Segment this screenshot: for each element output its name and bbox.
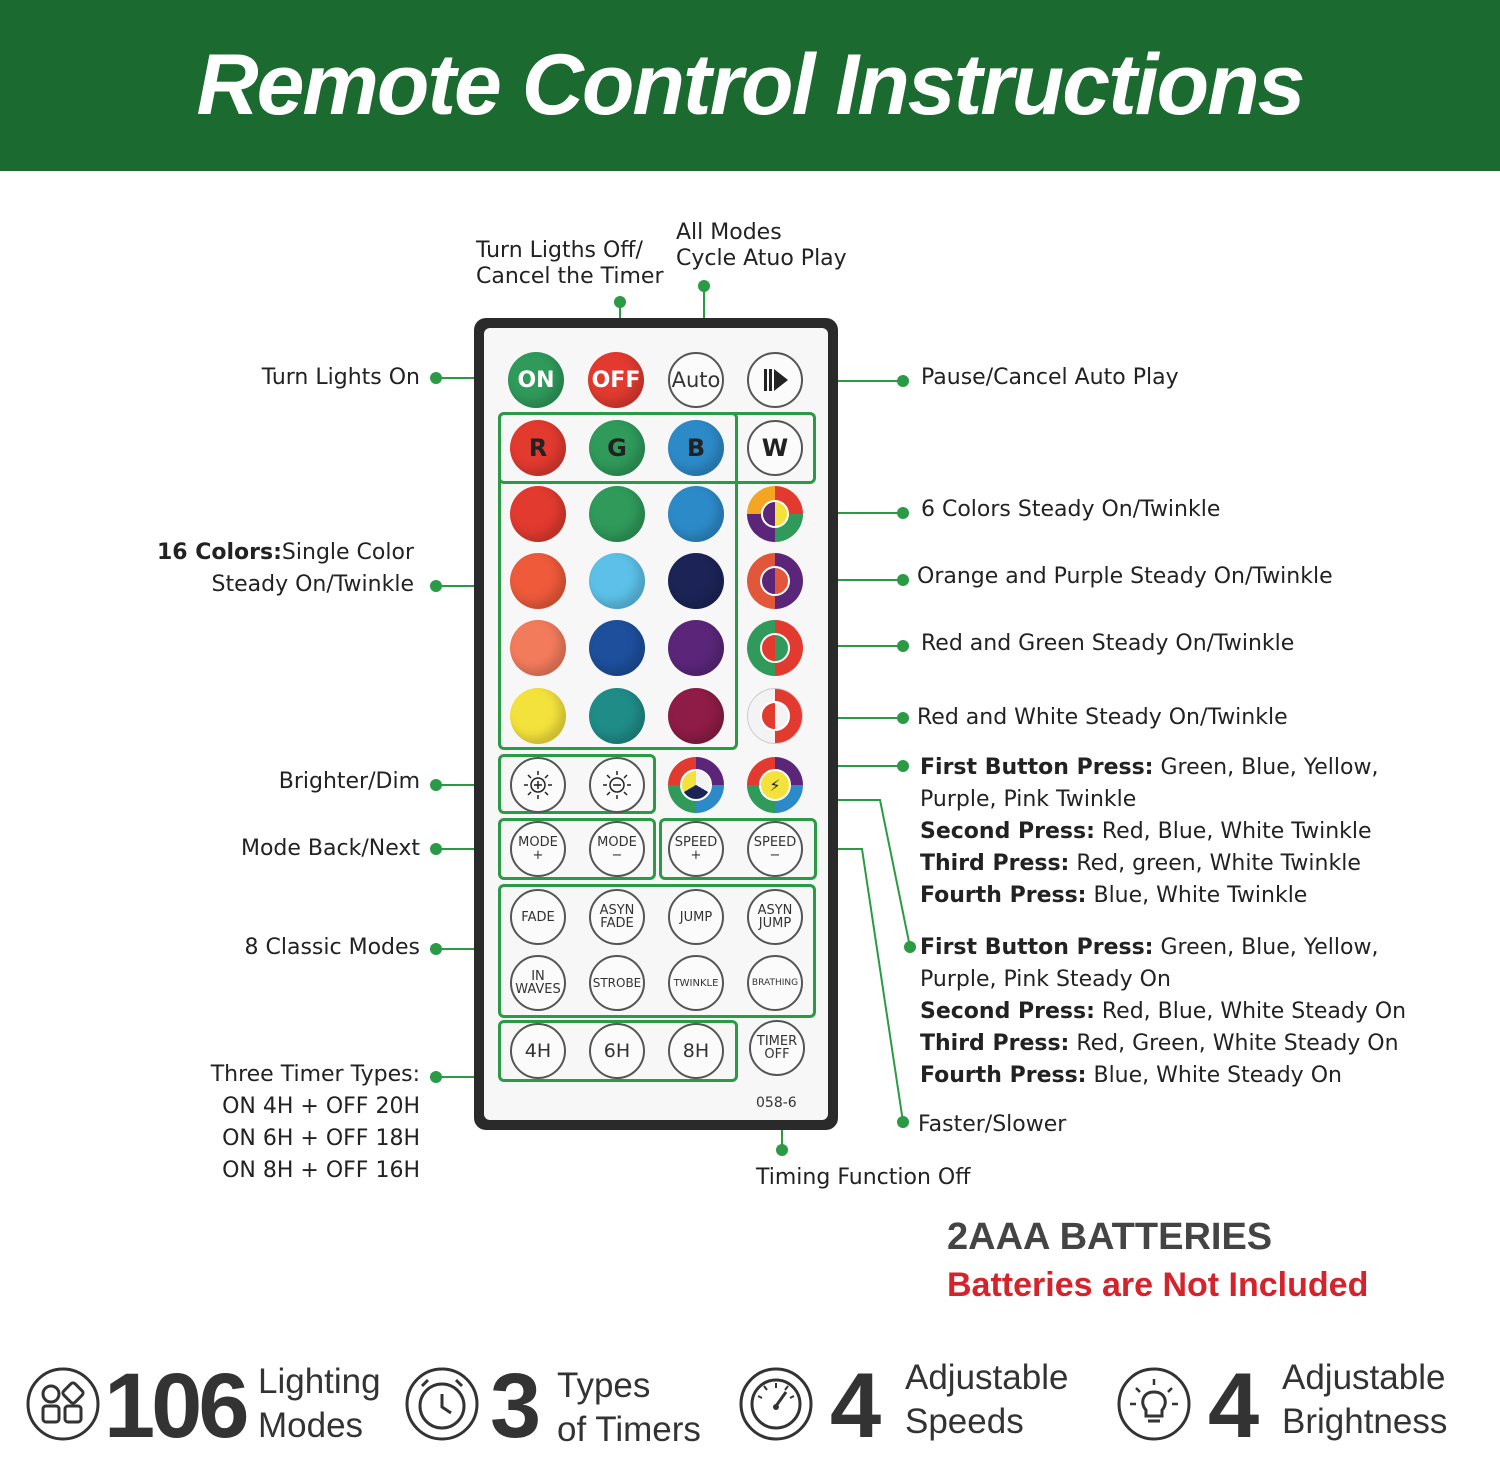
speed-up-label: SPEED bbox=[674, 835, 718, 850]
twinkle-first-line2: Purple, Pink Twinkle bbox=[920, 787, 1137, 812]
asyn-jump-label-1: ASYN bbox=[757, 903, 793, 918]
red-white-button[interactable] bbox=[747, 688, 803, 744]
strobe-label: STROBE bbox=[592, 975, 642, 990]
mode-next-button[interactable] bbox=[510, 821, 566, 877]
label-timer-1: ON 4H + OFF 20H bbox=[222, 1094, 420, 1119]
six-colors-button[interactable] bbox=[747, 486, 803, 542]
sun-minus-icon bbox=[600, 768, 634, 802]
stat-lighting-line1: Lighting bbox=[258, 1362, 381, 1401]
color-button-2[interactable] bbox=[589, 486, 645, 542]
speed-down-sign: − bbox=[769, 848, 781, 863]
brathing-button[interactable] bbox=[747, 955, 803, 1011]
lightbulb-icon bbox=[1116, 1366, 1192, 1442]
timer-6h-button[interactable] bbox=[589, 1023, 645, 1079]
stat-speeds-line2: Speeds bbox=[905, 1402, 1024, 1441]
on-label: ON bbox=[517, 367, 555, 393]
timer-4h-label: 4H bbox=[524, 1039, 552, 1062]
steady-first-line2: Purple, Pink Steady On bbox=[920, 967, 1171, 992]
label-timing-off: Timing Function Off bbox=[756, 1165, 971, 1190]
stat-lighting-number: 106 bbox=[104, 1355, 246, 1457]
label-16-colors-bold: 16 Colors: bbox=[156, 540, 282, 565]
steady-second-rest: Red, Blue, White Steady On bbox=[1094, 999, 1407, 1024]
stat-timers-line2: of Timers bbox=[557, 1410, 701, 1449]
batteries-note: Batteries are Not Included bbox=[947, 1266, 1369, 1304]
twinkle-sequence bbox=[920, 752, 1378, 912]
stat-lighting-text bbox=[258, 1360, 381, 1448]
asyn-fade-button[interactable] bbox=[589, 889, 645, 945]
in-waves-button[interactable] bbox=[510, 955, 566, 1011]
brighter-button[interactable] bbox=[510, 757, 566, 813]
red-green-center bbox=[760, 633, 790, 663]
timer-8h-button[interactable] bbox=[668, 1023, 724, 1079]
multi-twinkle-button[interactable] bbox=[668, 757, 724, 813]
color-button-12[interactable] bbox=[668, 688, 724, 744]
red-green-button[interactable] bbox=[747, 620, 803, 676]
page-title: Remote Control Instructions bbox=[196, 37, 1304, 133]
timer-8h-label: 8H bbox=[682, 1039, 710, 1062]
stat-brightness-number: 4 bbox=[1208, 1355, 1256, 1457]
stat-speeds-text bbox=[905, 1356, 1068, 1444]
asyn-fade-label-2: FADE bbox=[600, 916, 634, 931]
steady-fourth-rest: Blue, White Steady On bbox=[1086, 1063, 1342, 1088]
color-button-7[interactable] bbox=[510, 620, 566, 676]
label-red-green: Red and Green Steady On/Twinkle bbox=[921, 631, 1295, 656]
steady-third-bold: Third Press: bbox=[920, 1031, 1070, 1056]
stat-brightness-text bbox=[1282, 1356, 1447, 1444]
mode-back-button[interactable] bbox=[589, 821, 645, 877]
label-turn-lights-on: Turn Lights On bbox=[261, 365, 420, 390]
asyn-jump-button[interactable] bbox=[747, 889, 803, 945]
steady-third-rest: Red, Green, White Steady On bbox=[1069, 1031, 1399, 1056]
green-button[interactable] bbox=[589, 420, 645, 476]
twinkle-first-rest: Green, Blue, Yellow, bbox=[1153, 755, 1379, 780]
auto-label: Auto bbox=[671, 367, 721, 392]
mode-next-sign: + bbox=[532, 848, 544, 863]
label-classic-modes: 8 Classic Modes bbox=[244, 935, 420, 960]
white-button[interactable] bbox=[747, 420, 803, 476]
label-pause: Pause/Cancel Auto Play bbox=[921, 365, 1179, 390]
brathing-label: BRATHING bbox=[751, 977, 799, 988]
label-all-modes-line2: Cycle Atuo Play bbox=[676, 246, 847, 271]
timer-off-label-2: OFF bbox=[764, 1047, 790, 1062]
color-button-3[interactable] bbox=[668, 486, 724, 542]
six-colors-center bbox=[761, 500, 789, 528]
label-faster-slower: Faster/Slower bbox=[918, 1112, 1067, 1137]
twinkle-label: TWINKLE bbox=[673, 977, 719, 989]
steady-fourth-bold: Fourth Press: bbox=[920, 1063, 1087, 1088]
twinkle-first-bold: First Button Press: bbox=[920, 755, 1154, 780]
on-button[interactable] bbox=[508, 352, 564, 408]
speed-up-sign: + bbox=[690, 848, 702, 863]
grid-icon bbox=[25, 1366, 101, 1442]
fade-button[interactable] bbox=[510, 889, 566, 945]
batteries-heading: 2AAA BATTERIES bbox=[947, 1216, 1273, 1258]
green-label: G bbox=[607, 434, 627, 462]
steady-first-bold: First Button Press: bbox=[920, 935, 1154, 960]
label-orange-purple: Orange and Purple Steady On/Twinkle bbox=[917, 564, 1333, 589]
label-timer-3: ON 8H + OFF 16H bbox=[222, 1158, 420, 1183]
label-timer-types bbox=[211, 1059, 420, 1187]
label-timer-2: ON 6H + OFF 18H bbox=[222, 1126, 420, 1151]
clock-icon bbox=[404, 1366, 480, 1442]
label-brighter-dim: Brighter/Dim bbox=[278, 769, 420, 794]
label-16-colors bbox=[157, 537, 414, 601]
steady-second-bold: Second Press: bbox=[920, 999, 1095, 1024]
label-timer-types-title: Three Timer Types: bbox=[210, 1062, 420, 1087]
timer-off-button[interactable] bbox=[749, 1020, 805, 1076]
jump-label: JUMP bbox=[679, 909, 713, 925]
speed-up-button[interactable] bbox=[668, 821, 724, 877]
speed-down-button[interactable] bbox=[747, 821, 803, 877]
twinkle-fourth-rest: Blue, White Twinkle bbox=[1086, 883, 1308, 908]
auto-button[interactable] bbox=[668, 352, 724, 408]
mode-back-sign: − bbox=[611, 848, 623, 863]
mode-back-label: MODE bbox=[597, 835, 637, 850]
label-16-colors-line2: Steady On/Twinkle bbox=[211, 572, 414, 597]
red-button[interactable] bbox=[510, 420, 566, 476]
color-button-5[interactable] bbox=[589, 553, 645, 609]
label-turn-off bbox=[476, 238, 664, 290]
label-turn-off-line2: Cancel the Timer bbox=[476, 264, 664, 289]
stat-speeds-number: 4 bbox=[830, 1355, 878, 1457]
dim-button[interactable] bbox=[589, 757, 645, 813]
red-label: R bbox=[528, 434, 548, 462]
lightning-icon: ⚡ bbox=[759, 769, 791, 801]
stat-timers-number: 3 bbox=[490, 1355, 538, 1457]
white-label: W bbox=[761, 433, 789, 462]
label-six-colors: 6 Colors Steady On/Twinkle bbox=[921, 497, 1221, 522]
sun-plus-icon bbox=[521, 768, 555, 802]
mode-next-label: MODE bbox=[518, 835, 558, 850]
color-button-10[interactable] bbox=[510, 688, 566, 744]
stat-speeds-line1: Adjustable bbox=[905, 1358, 1069, 1397]
orange-purple-button[interactable] bbox=[747, 553, 803, 609]
in-waves-label-2: WAVES bbox=[515, 982, 561, 997]
twinkle-third-bold: Third Press: bbox=[920, 851, 1070, 876]
fade-label: FADE bbox=[521, 909, 555, 925]
color-button-8[interactable] bbox=[589, 620, 645, 676]
blue-button[interactable] bbox=[668, 420, 724, 476]
twinkle-second-bold: Second Press: bbox=[920, 819, 1095, 844]
asyn-jump-label-2: JUMP bbox=[758, 916, 792, 931]
speed-down-label: SPEED bbox=[753, 835, 797, 850]
model-number: 058-6 bbox=[756, 1095, 797, 1111]
label-mode-back-next: Mode Back/Next bbox=[240, 836, 420, 861]
red-white-center bbox=[760, 701, 790, 731]
timer-off-label-1: TIMER bbox=[756, 1034, 798, 1049]
twinkle-fourth-bold: Fourth Press: bbox=[920, 883, 1087, 908]
stat-lighting-line2: Modes bbox=[258, 1406, 364, 1445]
off-button[interactable] bbox=[588, 352, 644, 408]
timer-4h-button[interactable] bbox=[510, 1023, 566, 1079]
play-pause-icon bbox=[758, 363, 792, 397]
orange-purple-center bbox=[760, 566, 790, 596]
off-label: OFF bbox=[591, 367, 641, 393]
color-button-1[interactable] bbox=[510, 486, 566, 542]
twinkle-third-rest: Red, green, White Twinkle bbox=[1069, 851, 1361, 876]
label-all-modes-line1: All Modes bbox=[676, 220, 782, 245]
in-waves-label-1: IN bbox=[531, 969, 545, 984]
label-all-modes bbox=[676, 220, 847, 272]
stat-brightness-line2: Brightness bbox=[1282, 1402, 1448, 1441]
asyn-fade-label-1: ASYN bbox=[599, 903, 635, 918]
pause-button[interactable] bbox=[747, 352, 803, 408]
multi-steady-button[interactable] bbox=[747, 757, 803, 813]
color-button-4[interactable] bbox=[510, 553, 566, 609]
label-red-white: Red and White Steady On/Twinkle bbox=[917, 705, 1288, 730]
strobe-button[interactable] bbox=[589, 955, 645, 1011]
color-button-9[interactable] bbox=[668, 620, 724, 676]
timer-6h-label: 6H bbox=[603, 1039, 631, 1062]
label-16-colors-rest: Single Color bbox=[281, 540, 414, 565]
speedometer-icon bbox=[738, 1366, 814, 1442]
stat-timers-line1: Types bbox=[557, 1366, 651, 1405]
multi-twinkle-center bbox=[680, 769, 712, 801]
steady-first-rest: Green, Blue, Yellow, bbox=[1153, 935, 1379, 960]
jump-button[interactable] bbox=[668, 889, 724, 945]
stat-timers-text bbox=[557, 1364, 701, 1452]
blue-label: B bbox=[686, 434, 706, 462]
stat-brightness-line1: Adjustable bbox=[1282, 1358, 1446, 1397]
twinkle-second-rest: Red, Blue, White Twinkle bbox=[1094, 819, 1372, 844]
color-button-11[interactable] bbox=[589, 688, 645, 744]
steady-sequence bbox=[920, 932, 1406, 1092]
label-turn-off-line1: Turn Ligths Off/ bbox=[476, 238, 643, 263]
twinkle-button[interactable] bbox=[668, 955, 724, 1011]
color-button-6[interactable] bbox=[668, 553, 724, 609]
